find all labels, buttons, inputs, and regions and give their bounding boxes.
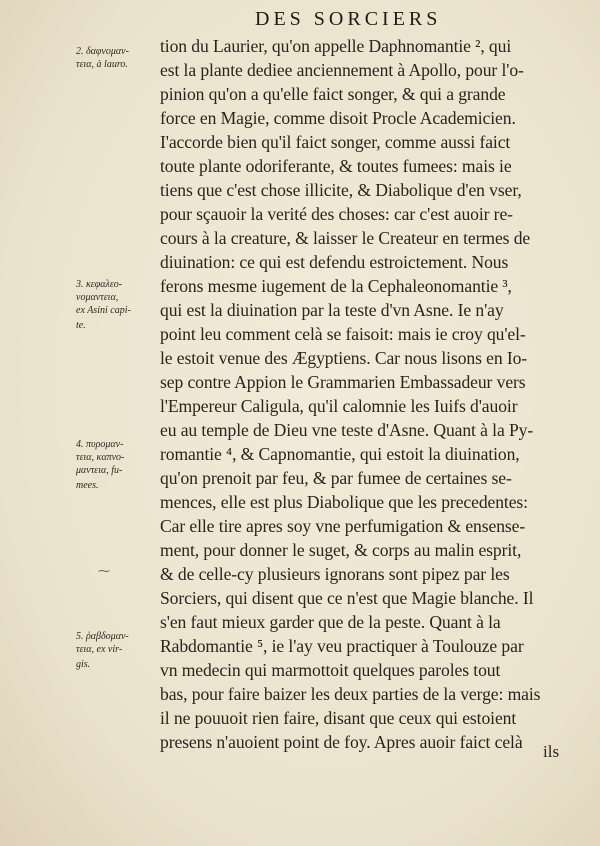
text-line: & de celle-cy plusieurs ignorans sont pipez par les bbox=[160, 564, 510, 584]
text-line: romantie ⁴, & Capnomantie, qui estoit la diuination, bbox=[160, 444, 520, 464]
margin-note-5-line-2: τεια, ex vir- bbox=[76, 644, 123, 655]
text-line: pour sçauoir la verité des choses: car c'est auoir re- bbox=[160, 204, 513, 224]
text-line: s'en faut mieux garder que de la peste. Quant à la bbox=[160, 612, 501, 632]
text-line: qui est la diuination par la teste d'vn Asne. Ie n'ay bbox=[160, 300, 504, 320]
text-line: Sorciers, qui disent que ce n'est que Magie blanche. Il bbox=[160, 588, 534, 608]
text-line: ment, pour donner le suget, & corps au malin esprit, bbox=[160, 540, 522, 560]
text-line: force en Magie, comme disoit Procle Academicien. bbox=[160, 108, 516, 128]
margin-note-3-line-1: 3. κεφαλεο- bbox=[76, 279, 123, 290]
text-line: toute plante odoriferante, & toutes fumees: mais ie bbox=[160, 156, 512, 176]
text-line: point leu comment celà se faisoit: mais ie croy qu'el- bbox=[160, 324, 526, 344]
margin-note-4-line-2: τεια, καπνο- bbox=[76, 452, 125, 463]
margin-note-2-line-2: τεια, à lauro. bbox=[76, 59, 128, 70]
text-line: I'accorde bien qu'il faict songer, comme aussi faict bbox=[160, 132, 511, 152]
text-line: pinion qu'on a qu'elle faict songer, & qui a grande bbox=[160, 84, 506, 104]
margin-note-5-line-3: gis. bbox=[76, 659, 91, 670]
text-line: tion du Laurier, qu'on appelle Daphnomantie ², qui bbox=[160, 36, 512, 56]
catchword: ils bbox=[543, 742, 560, 761]
margin-note-3-line-4: te. bbox=[76, 320, 86, 331]
margin-note-3-line-2: νομαντεια, bbox=[76, 292, 119, 303]
text-line: le estoit venue des Ægyptiens. Car nous lisons en Io- bbox=[160, 348, 528, 368]
text-line: vn medecin qui marmottoit quelques paroles tout bbox=[160, 660, 501, 680]
margin-note-4-line-1: 4. πυρομαν- bbox=[76, 439, 124, 450]
text-line: l'Empereur Caligula, qu'il calomnie les Iuifs d'auoir bbox=[160, 396, 518, 416]
text-line: sep contre Appion le Grammarien Embassadeur vers bbox=[160, 372, 526, 392]
margin-note-5-line-1: 5. ῥαβδομαν- bbox=[76, 631, 129, 642]
text-line: Car elle tire apres soy vne perfumigation & ensense- bbox=[160, 516, 526, 536]
printer-ornament-icon: ⁓ bbox=[98, 564, 110, 578]
text-line: ferons mesme iugement de la Cephaleonomantie ³, bbox=[160, 276, 512, 296]
text-line: diuination: ce qui est defendu estroictement. Nous bbox=[160, 252, 509, 272]
text-line: qu'on prenoit par feu, & par fumee de certaines se- bbox=[160, 468, 512, 488]
text-line: est la plante dediee anciennement à Apollo, pour l'o- bbox=[160, 60, 524, 80]
text-line: bas, pour faire baizer les deux parties de la verge: mais bbox=[160, 684, 541, 704]
text-line: cours à la creature, & laisser le Createur en termes de bbox=[160, 228, 531, 248]
text-line: tiens que c'est chose illicite, & Diabolique d'en vser, bbox=[160, 180, 522, 200]
text-line: mences, elle est plus Diabolique que les precedentes: bbox=[160, 492, 528, 512]
running-head: DES SORCIERS bbox=[255, 8, 442, 30]
text-line: Rabdomantie ⁵, ie l'ay veu practiquer à Toulouze par bbox=[160, 636, 524, 656]
margin-note-3-line-3: ex Asini capi- bbox=[76, 305, 131, 316]
text-line: presens n'auoient point de foy. Apres auoir faict celà bbox=[160, 732, 523, 752]
text-line: eu au temple de Dieu vne teste d'Asne. Quant à la Py- bbox=[160, 420, 534, 440]
margin-note-2-line-1: 2. δαφνομαν- bbox=[76, 46, 129, 57]
text-line: il ne pouuoit rien faire, disant que ceux qui estoient bbox=[160, 708, 517, 728]
margin-note-4-line-3: μαντεια, fu- bbox=[76, 465, 123, 476]
margin-note-4-line-4: mees. bbox=[76, 480, 99, 491]
